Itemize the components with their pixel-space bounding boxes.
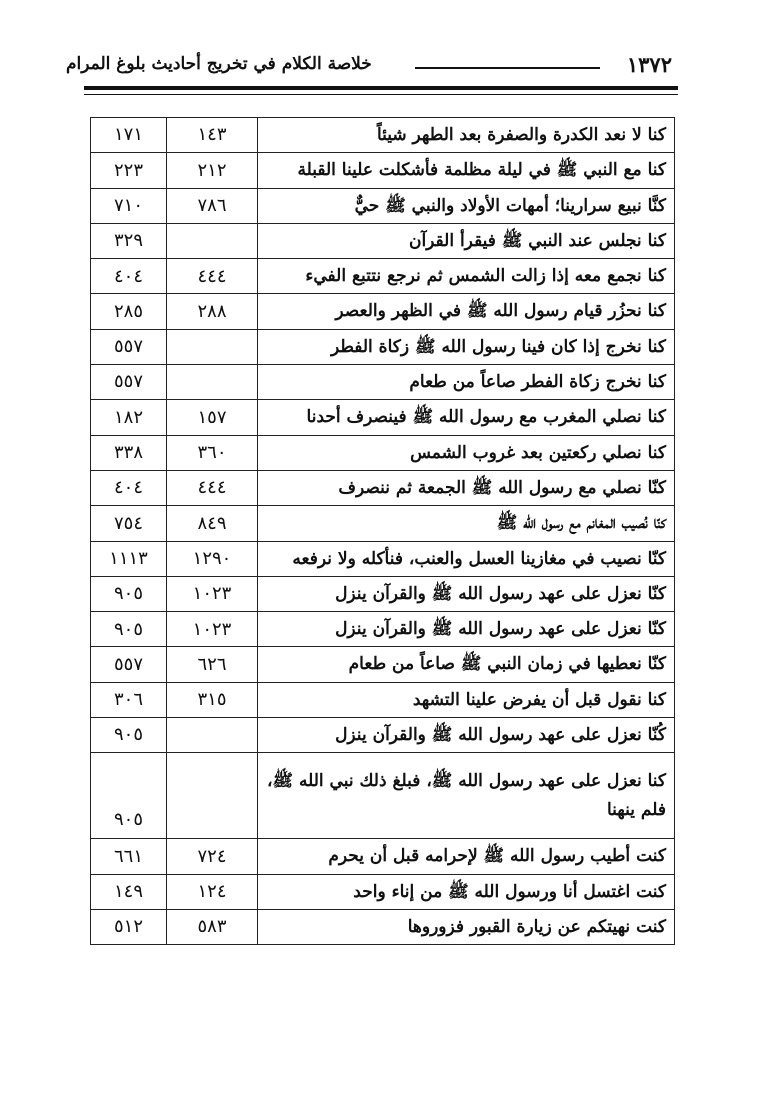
number-cell: ٩٠٥ (91, 612, 167, 647)
table-row (91, 909, 675, 944)
number-cell: ٨٤٩ (167, 506, 258, 541)
hadith-text-cell: كُنّا نعزل على عهد رسول الله ﷺ والقرآن ينزل (258, 718, 675, 753)
number-cell: ٢٨٥ (91, 294, 167, 329)
hadith-text-cell: كنت أطيب رسول الله ﷺ لإحرامه قبل أن يحرم (258, 839, 675, 874)
table-row (91, 435, 675, 470)
table-row (91, 541, 675, 576)
hadith-text-cell: كنا لا نعد الكدرة والصفرة بعد الطهر شيئاً (258, 118, 675, 153)
number-cell: ٧٢٤ (167, 839, 258, 874)
number-cell: ٥٥٧ (91, 365, 167, 400)
table-row (91, 576, 675, 611)
number-cell: ٤٠٤ (91, 259, 167, 294)
hadith-text-cell: كنا نصلي المغرب مع رسول الله ﷺ فينصرف أحدنا (258, 400, 675, 435)
number-cell: ٣٢٩ (91, 223, 167, 258)
header-rule-thin (84, 94, 678, 95)
hadith-text-cell: كنا مع النبي ﷺ في ليلة مظلمة فأشكلت علينا القبلة (258, 153, 675, 188)
hadith-text-cell: كنت نهيتكم عن زيارة القبور فزوروها (258, 909, 675, 944)
table-row (91, 874, 675, 909)
number-cell: ٤٤٤ (167, 470, 258, 505)
table-row (91, 294, 675, 329)
number-cell: ١٠٢٣ (167, 612, 258, 647)
hadith-text-cell: كنا نخرج زكاة الفطر صاعاً من طعام (258, 365, 675, 400)
number-cell: ١٠٢٣ (167, 576, 258, 611)
number-cell: ١٢٩٠ (167, 541, 258, 576)
number-cell: ١٨٢ (91, 400, 167, 435)
number-cell: ٣٦٠ (167, 435, 258, 470)
number-cell: ٥٥٧ (91, 329, 167, 364)
book-title: خلاصة الكلام في تخريج أحاديث بلوغ المرام (66, 54, 372, 74)
hadith-text-cell: كنا نحزُر قيام رسول الله ﷺ في الظهر والعصر (258, 294, 675, 329)
number-cell: ١٢٤ (167, 874, 258, 909)
table-row (91, 612, 675, 647)
table-row (91, 188, 675, 223)
hadith-text-cell: كنّا نعزل على عهد رسول الله ﷺ والقرآن ينزل (258, 576, 675, 611)
number-cell (167, 329, 258, 364)
table-row (91, 365, 675, 400)
number-cell: ٤٠٤ (91, 470, 167, 505)
number-cell: ٣٠٦ (91, 682, 167, 717)
hadith-text-cell: كنا نعزل على عهد رسول الله ﷺ، فبلغ ذلك نبي الله ﷺ، فلم ينهنا (258, 753, 675, 839)
table-row (91, 118, 675, 153)
hadith-text-cell: كنّا نصيب في مغازينا العسل والعنب، فنأكله ولا نرفعه (258, 541, 675, 576)
number-cell (167, 365, 258, 400)
hadith-text-cell: كنّا نُصيب المغانم مع رسول الله ﷺ (258, 506, 675, 541)
number-cell: ١١١٣ (91, 541, 167, 576)
number-cell: ١٤٩ (91, 874, 167, 909)
number-cell: ١٤٣ (167, 118, 258, 153)
table-row (91, 839, 675, 874)
hadith-text-cell: كنا نجلس عند النبي ﷺ فيقرأ القرآن (258, 223, 675, 258)
hadith-text-cell: كنا نخرج إذا كان فينا رسول الله ﷺ زكاة الفطر (258, 329, 675, 364)
hadith-text-cell: كنّا نعزل على عهد رسول الله ﷺ والقرآن ينزل (258, 612, 675, 647)
page-number: ١٣٧٢ (626, 52, 672, 77)
table-row (91, 682, 675, 717)
number-cell: ٢١٢ (167, 153, 258, 188)
table-row (91, 506, 675, 541)
hadith-text-cell: كنا نجمع معه إذا زالت الشمس ثم نرجع نتتبع الفيء (258, 259, 675, 294)
table-row (91, 400, 675, 435)
table-row (91, 753, 675, 839)
number-cell: ٧٥٤ (91, 506, 167, 541)
hadith-text-cell: كنت اغتسل أنا ورسول الله ﷺ من إناء واحد (258, 874, 675, 909)
number-cell: ٧١٠ (91, 188, 167, 223)
table-row (91, 153, 675, 188)
number-cell (167, 718, 258, 753)
hadith-index-table (90, 117, 675, 945)
number-cell: ٢٨٨ (167, 294, 258, 329)
number-cell: ٥١٢ (91, 909, 167, 944)
number-cell: ٧٨٦ (167, 188, 258, 223)
number-cell: ٣٣٨ (91, 435, 167, 470)
hadith-text-cell: كنّا نعطيها في زمان النبي ﷺ صاعاً من طعام (258, 647, 675, 682)
number-cell: ٣١٥ (167, 682, 258, 717)
number-cell: ٢٢٣ (91, 153, 167, 188)
table-row (91, 329, 675, 364)
hadith-text-cell: كنا نقول قبل أن يفرض علينا التشهد (258, 682, 675, 717)
table-row (91, 718, 675, 753)
header-separator (415, 67, 600, 69)
number-cell: ٥٨٣ (167, 909, 258, 944)
number-cell: ١٥٧ (167, 400, 258, 435)
number-cell: ٩٠٥ (91, 576, 167, 611)
hadith-text-cell: كنَّا نبيع سرارينا؛ أمهات الأولاد والنبي ﷺ حيٌّ (258, 188, 675, 223)
table-row (91, 647, 675, 682)
hadith-text-cell: كنا نصلي ركعتين بعد غروب الشمس (258, 435, 675, 470)
table-row (91, 223, 675, 258)
number-cell: ٩٠٥ (91, 718, 167, 753)
number-cell: ٦٢٦ (167, 647, 258, 682)
table-row (91, 259, 675, 294)
page-header (58, 50, 678, 84)
number-cell: ١٧١ (91, 118, 167, 153)
number-cell: ٦٦١ (91, 839, 167, 874)
number-cell: ٥٥٧ (91, 647, 167, 682)
header-rule-thick (84, 86, 678, 90)
number-cell: ٤٤٤ (167, 259, 258, 294)
number-cell (167, 753, 258, 839)
number-cell: ٩٠٥ (91, 753, 167, 839)
hadith-text-cell: كنّا نصلي مع رسول الله ﷺ الجمعة ثم ننصرف (258, 470, 675, 505)
table-row (91, 470, 675, 505)
table-body (91, 118, 675, 945)
number-cell (167, 223, 258, 258)
